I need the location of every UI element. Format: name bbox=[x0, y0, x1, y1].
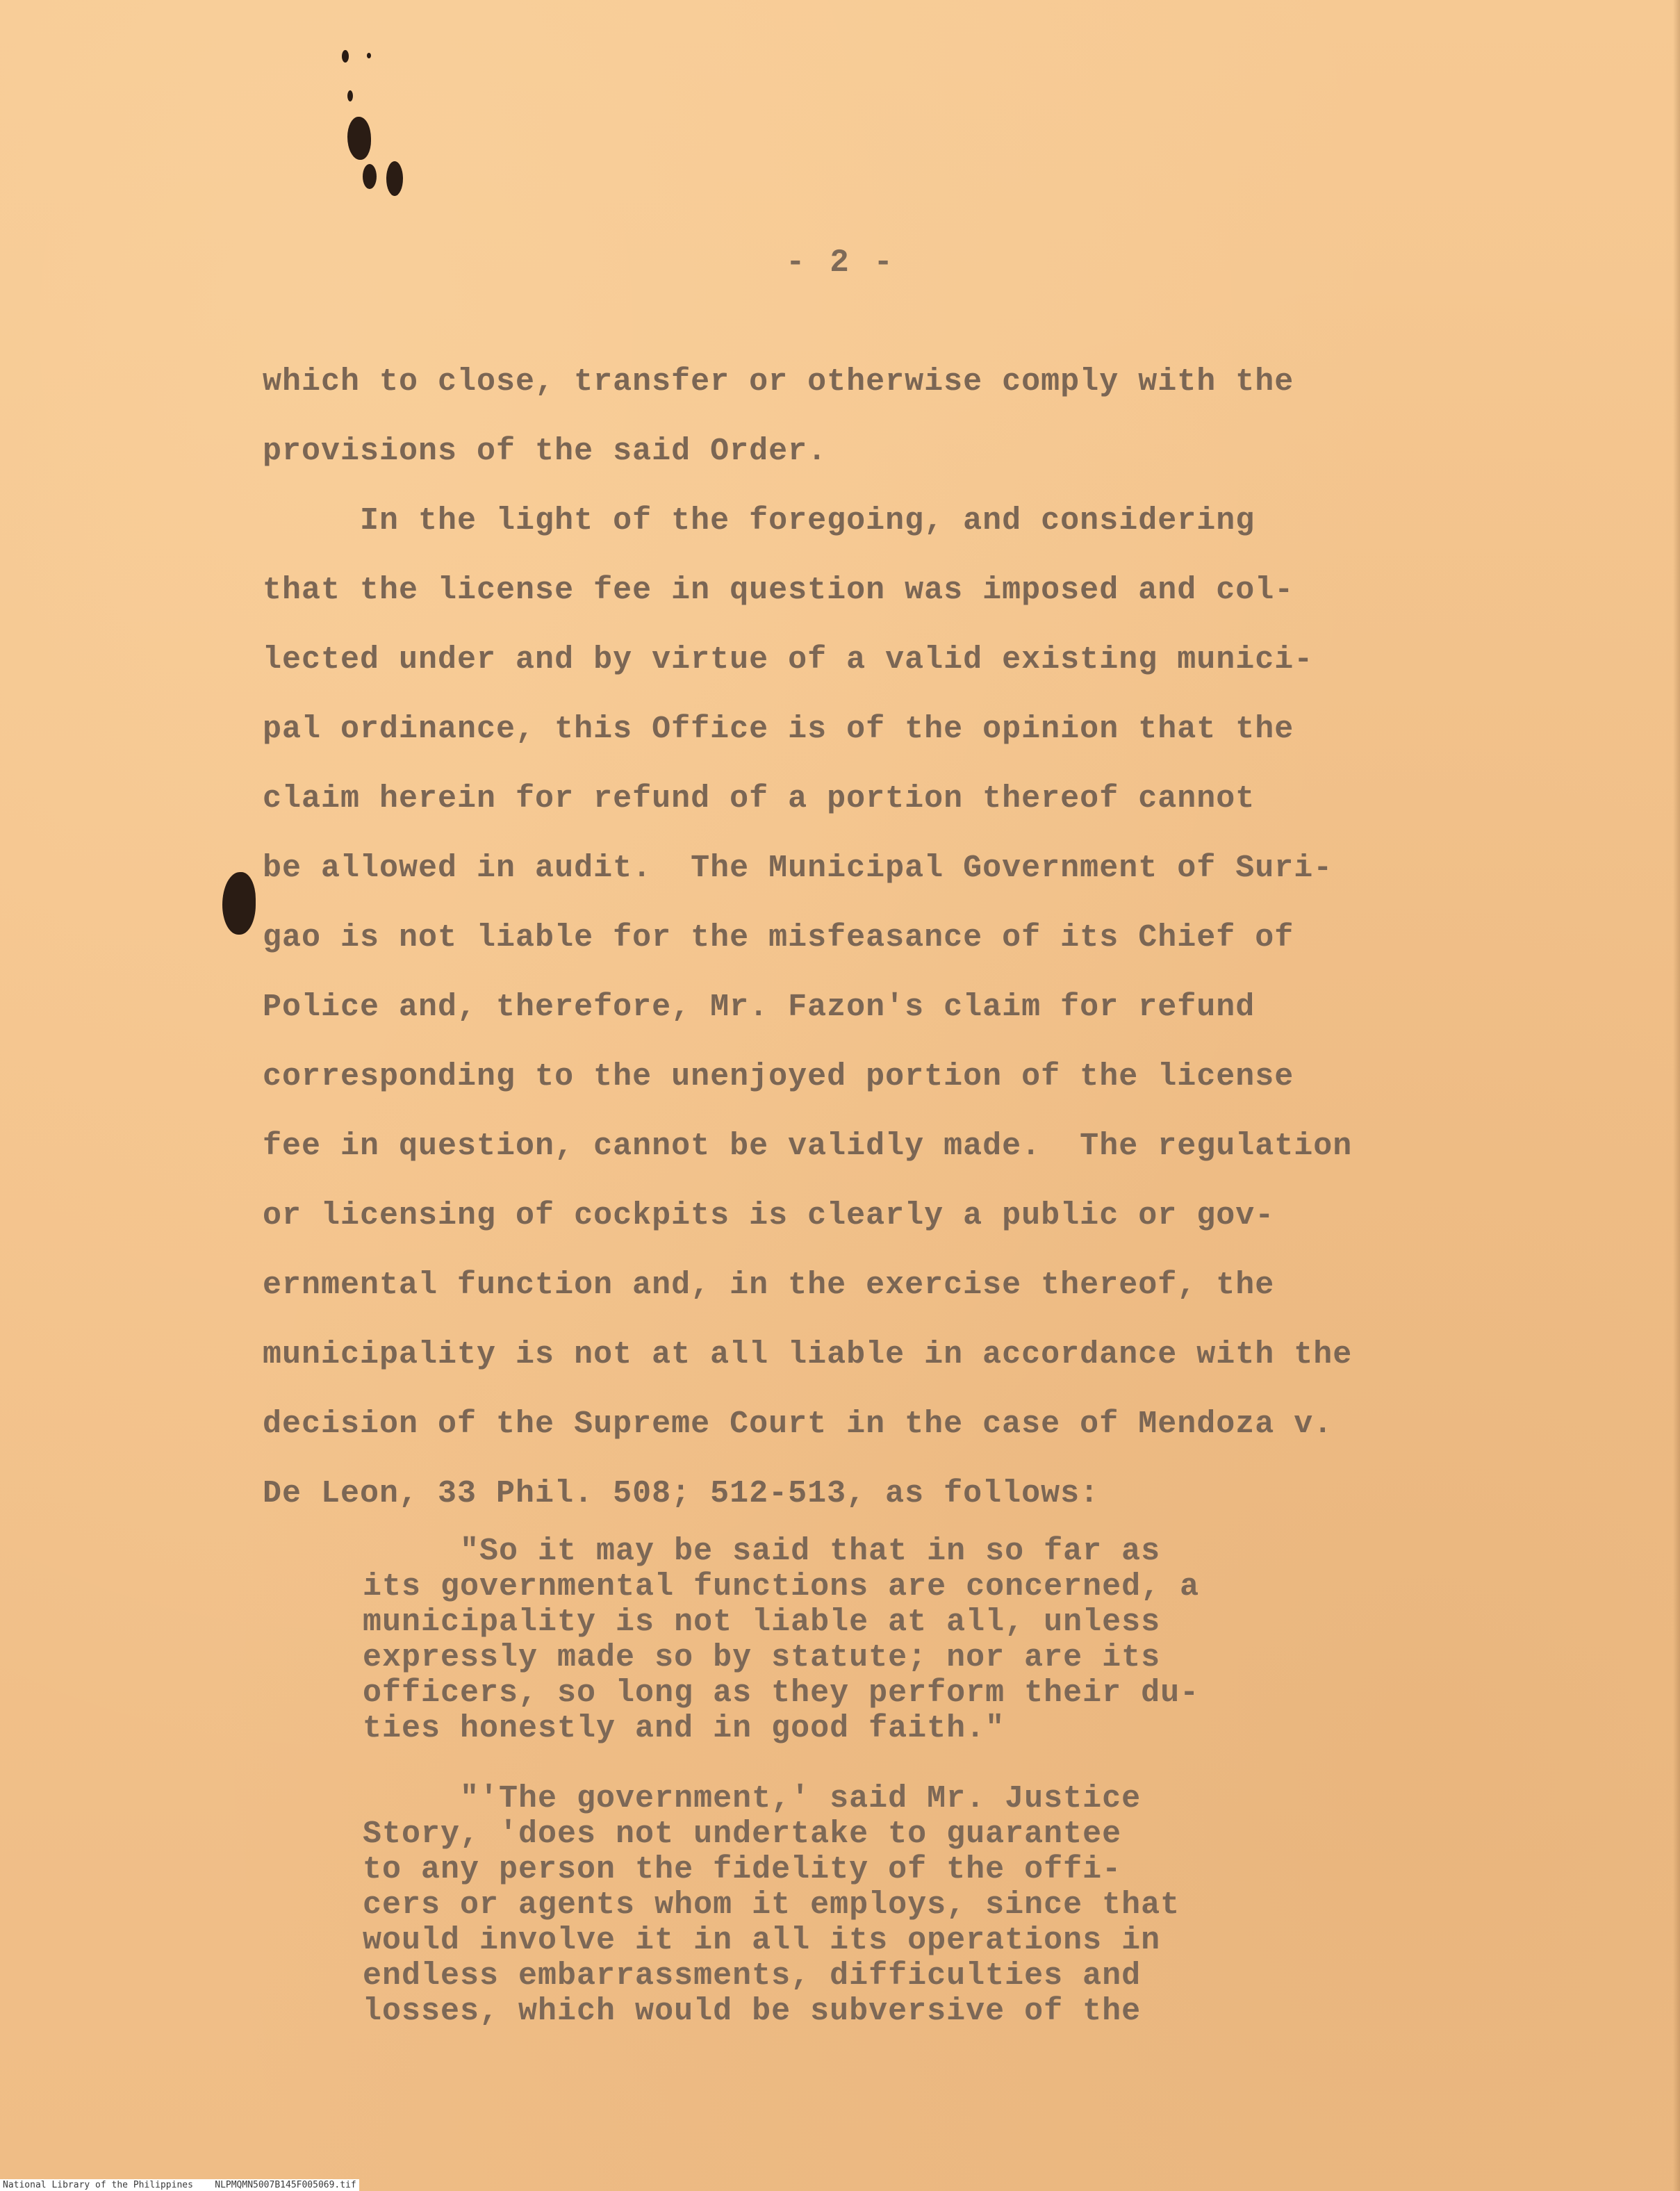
body-line: be allowed in audit. The Municipal Government of Suri- bbox=[263, 851, 1333, 886]
quote-line: "'The government,' said Mr. Justice bbox=[363, 1781, 1142, 1816]
body-line: pal ordinance, this Office is of the opinion that the bbox=[263, 712, 1294, 747]
body-line: provisions of the said Order. bbox=[263, 434, 827, 469]
quote-line: officers, so long as they perform their du- bbox=[363, 1675, 1200, 1711]
block-quote-2 bbox=[363, 1781, 1294, 2029]
body-line: fee in question, cannot be validly made. The regulation bbox=[263, 1129, 1353, 1164]
ink-blot-top-small bbox=[342, 50, 349, 63]
quote-line: Story, 'does not undertake to guarantee bbox=[363, 1816, 1122, 1852]
archive-credit: National Library of the Philippines NLPMQMN5007B145F005069.tif bbox=[0, 2179, 359, 2191]
body-line: In the light of the foregoing, and considering bbox=[263, 503, 1255, 539]
ink-blot-margin bbox=[222, 872, 256, 935]
body-line: corresponding to the unenjoyed portion of the license bbox=[263, 1059, 1294, 1094]
body-text bbox=[263, 347, 1444, 1529]
body-line: De Leon, 33 Phil. 508; 512-513, as follows: bbox=[263, 1476, 1100, 1511]
quote-line: its governmental functions are concerned, a bbox=[363, 1569, 1200, 1605]
quote-line: ties honestly and in good faith." bbox=[363, 1711, 1005, 1746]
block-quote-1 bbox=[363, 1534, 1294, 1746]
ink-blot-top-mid bbox=[347, 90, 353, 101]
body-line: or licensing of cockpits is clearly a public or gov- bbox=[263, 1198, 1275, 1233]
body-line: which to close, transfer or otherwise comply with the bbox=[263, 364, 1294, 400]
quote-line: to any person the fidelity of the offi- bbox=[363, 1852, 1122, 1887]
body-line: municipality is not at all liable in accordance with the bbox=[263, 1337, 1353, 1372]
body-line: decision of the Supreme Court in the case of Mendoza v. bbox=[263, 1406, 1333, 1442]
ink-blot-top-tail bbox=[363, 164, 377, 189]
quote-line: cers or agents whom it employs, since that bbox=[363, 1887, 1180, 1923]
body-line: lected under and by virtue of a valid existing munici- bbox=[263, 642, 1314, 678]
body-line: Police and, therefore, Mr. Fazon's claim for refund bbox=[263, 990, 1255, 1025]
quote-line: municipality is not liable at all, unless bbox=[363, 1605, 1161, 1640]
body-line: ernmental function and, in the exercise thereof, the bbox=[263, 1267, 1275, 1303]
quote-line: "So it may be said that in so far as bbox=[363, 1534, 1161, 1569]
body-line: that the license fee in question was imposed and col- bbox=[263, 573, 1294, 608]
ink-blot-top-right bbox=[386, 161, 403, 196]
body-line: claim herein for refund of a portion thereof cannot bbox=[263, 781, 1255, 817]
quote-line: losses, which would be subversive of the bbox=[363, 1994, 1142, 2029]
quote-line: expressly made so by statute; nor are its bbox=[363, 1640, 1161, 1675]
page-number: - 2 - bbox=[785, 245, 896, 281]
ink-blot-top-dot bbox=[367, 53, 371, 58]
ink-blot-top-large bbox=[347, 117, 371, 160]
quote-line: would involve it in all its operations in bbox=[363, 1923, 1161, 1958]
quote-line: endless embarrassments, difficulties and bbox=[363, 1958, 1142, 1994]
body-line: gao is not liable for the misfeasance of its Chief of bbox=[263, 920, 1294, 955]
page-edge-shadow bbox=[1673, 0, 1680, 2191]
